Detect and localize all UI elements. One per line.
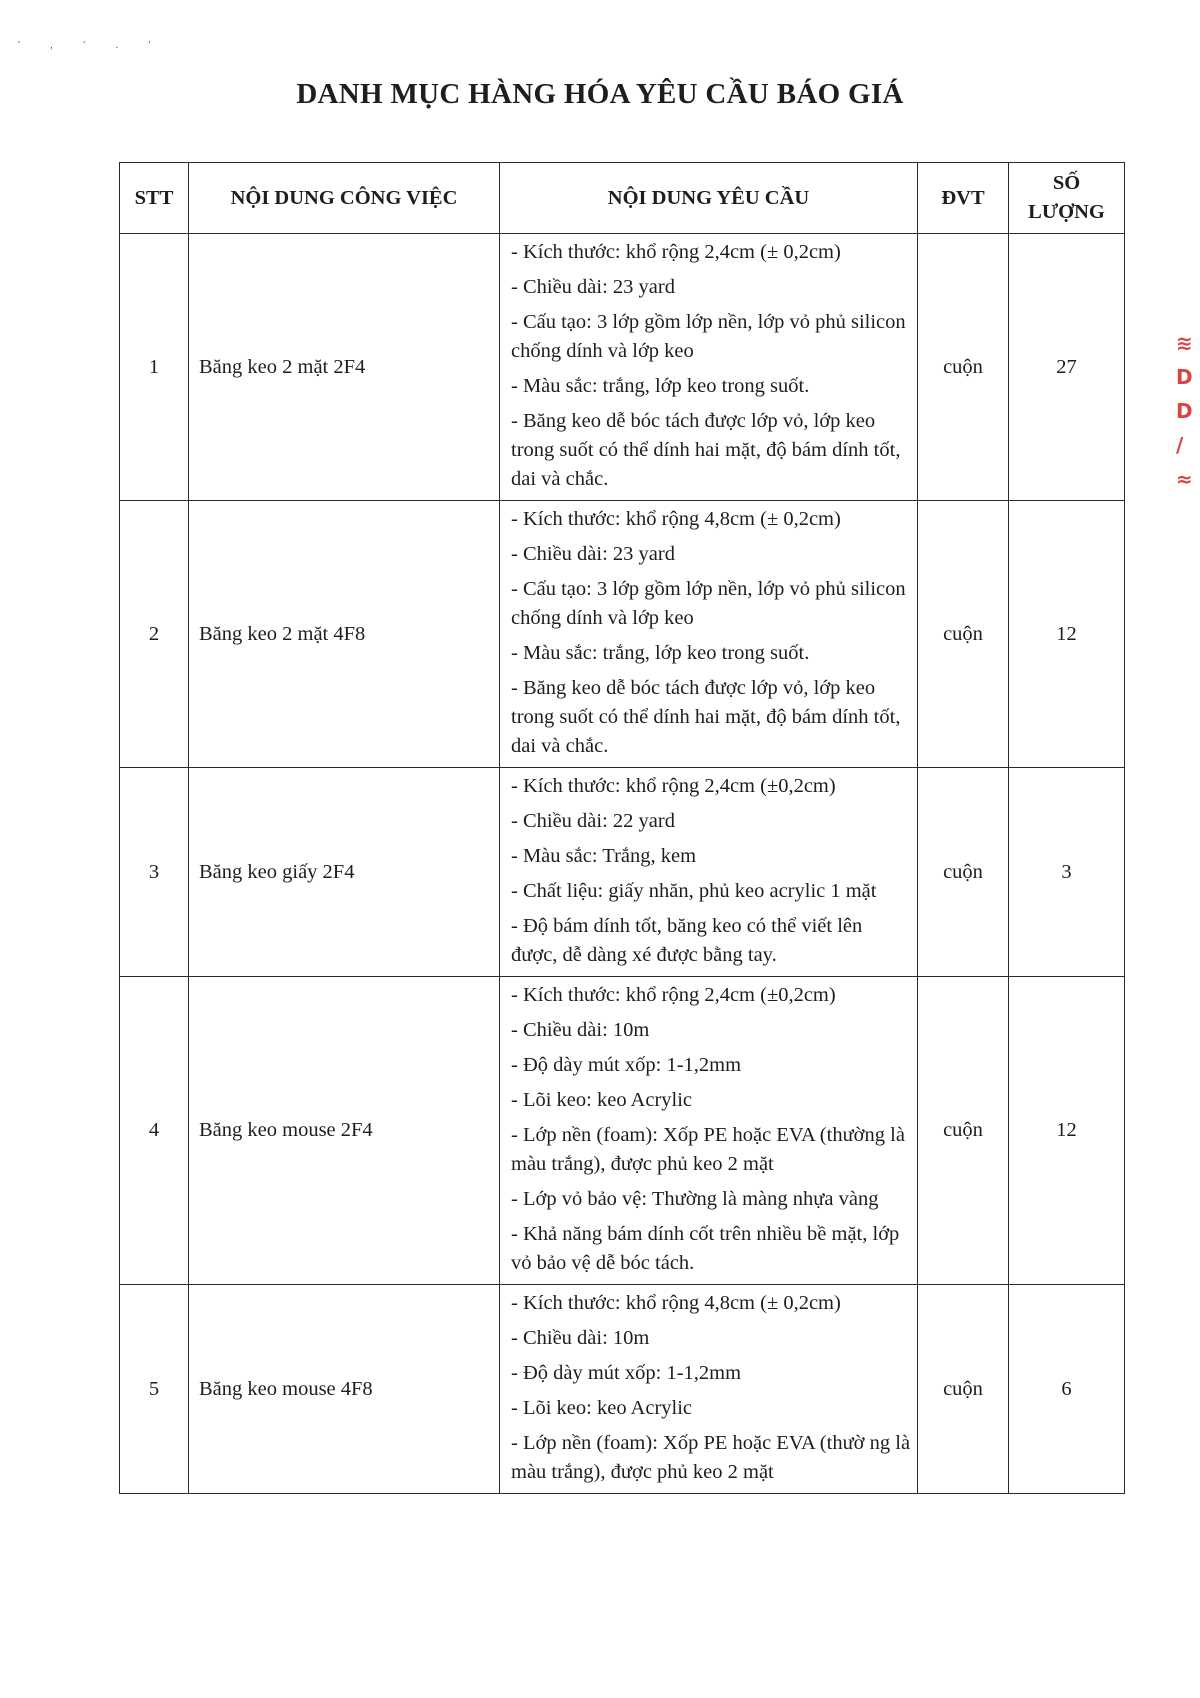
row-unit: cuộn	[918, 1285, 1009, 1494]
requirement-line: - Chất liệu: giấy nhăn, phủ keo acrylic 1 mặt	[511, 880, 877, 902]
row-quantity: 27	[1009, 234, 1125, 501]
header-requirements: NỘI DUNG YÊU CẦU	[500, 163, 918, 234]
row-job: Băng keo mouse 4F8	[189, 1285, 500, 1494]
header-stt: STT	[120, 163, 189, 234]
requirement-line: - Màu sắc: Trắng, kem	[511, 845, 697, 867]
row-requirements	[500, 501, 918, 768]
row-job: Băng keo giấy 2F4	[189, 768, 500, 977]
table-row	[120, 234, 1125, 501]
row-stt: 2	[120, 501, 189, 768]
row-requirements	[500, 977, 918, 1285]
row-quantity: 6	[1009, 1285, 1125, 1494]
scan-specks: ' , ' . '	[18, 40, 165, 51]
row-quantity: 3	[1009, 768, 1125, 977]
requirement-line: - Độ dày mút xốp: 1-1,2mm	[511, 1362, 742, 1384]
requirement-line: - Độ bám dính tốt, băng keo có thể viết lên được, dễ dàng xé được bằng tay.	[511, 915, 863, 966]
document-title: DANH MỤC HÀNG HÓA YÊU CẦU BÁO GIÁ	[296, 78, 904, 110]
row-unit: cuộn	[918, 768, 1009, 977]
requirement-line: - Lớp nền (foam): Xốp PE hoặc EVA (thườ ng là màu trắng), được phủ keo 2 mặt	[511, 1432, 911, 1483]
requirement-line: - Lớp nền (foam): Xốp PE hoặc EVA (thường là màu trắng), được phủ keo 2 mặt	[511, 1124, 905, 1175]
header-quantity-line1: SỐ	[1052, 172, 1081, 194]
header-quantity-line2: LƯỢNG	[1028, 201, 1105, 223]
header-quantity	[1009, 163, 1125, 234]
row-requirements	[500, 234, 918, 501]
row-job: Băng keo mouse 2F4	[189, 977, 500, 1285]
row-unit: cuộn	[918, 977, 1009, 1285]
requirement-line: - Cấu tạo: 3 lớp gồm lớp nền, lớp vỏ phủ silicon chống dính và lớp keo	[511, 578, 906, 629]
row-requirements	[500, 1285, 918, 1494]
requirement-line: - Kích thước: khổ rộng 2,4cm (± 0,2cm)	[511, 241, 841, 263]
table-row	[120, 1285, 1125, 1494]
requirement-line: - Chiều dài: 23 yard	[511, 543, 675, 565]
row-unit: cuộn	[918, 501, 1009, 768]
requirement-line: - Độ dày mút xốp: 1-1,2mm	[511, 1054, 742, 1076]
requirement-line: - Lớp vỏ bảo vệ: Thường là màng nhựa vàng	[511, 1188, 879, 1210]
requirement-line: - Khả năng bám dính cốt trên nhiều bề mặt, lớp vỏ bảo vệ dễ bóc tách.	[511, 1223, 900, 1274]
requirement-line: - Cấu tạo: 3 lớp gồm lớp nền, lớp vỏ phủ silicon chống dính và lớp keo	[511, 311, 906, 362]
requirement-line: - Lõi keo: keo Acrylic	[511, 1089, 693, 1111]
row-requirements	[500, 768, 918, 977]
requirement-line: - Chiều dài: 10m	[511, 1327, 650, 1349]
requirement-line: - Lõi keo: keo Acrylic	[511, 1397, 693, 1419]
row-stt: 3	[120, 768, 189, 977]
requirement-line: - Kích thước: khổ rộng 2,4cm (±0,2cm)	[511, 984, 836, 1006]
quotation-table	[119, 162, 1125, 1494]
header-unit: ĐVT	[918, 163, 1009, 234]
row-stt: 4	[120, 977, 189, 1285]
row-quantity: 12	[1009, 977, 1125, 1285]
row-stt: 1	[120, 234, 189, 501]
red-stamp-fragment: ≋ D D / ≈	[1176, 331, 1193, 491]
requirement-line: - Màu sắc: trắng, lớp keo trong suốt.	[511, 642, 810, 664]
requirement-line: - Kích thước: khổ rộng 2,4cm (±0,2cm)	[511, 775, 836, 797]
header-job: NỘI DUNG CÔNG VIỆC	[189, 163, 500, 234]
requirement-line: - Băng keo dễ bóc tách được lớp vỏ, lớp keo trong suốt có thể dính hai mặt, độ bám dính tốt, dai và chắc.	[511, 410, 901, 490]
requirement-line: - Kích thước: khổ rộng 4,8cm (± 0,2cm)	[511, 508, 841, 530]
row-job: Băng keo 2 mặt 4F8	[189, 501, 500, 768]
table-row	[120, 501, 1125, 768]
row-job: Băng keo 2 mặt 2F4	[189, 234, 500, 501]
row-stt: 5	[120, 1285, 189, 1494]
table-row	[120, 977, 1125, 1285]
requirement-line: - Băng keo dễ bóc tách được lớp vỏ, lớp keo trong suốt có thể dính hai mặt, độ bám dính tốt, dai và chắc.	[511, 677, 901, 757]
requirement-line: - Chiều dài: 23 yard	[511, 276, 675, 298]
requirement-line: - Màu sắc: trắng, lớp keo trong suốt.	[511, 375, 810, 397]
table-header-row	[120, 163, 1125, 234]
requirement-line: - Chiều dài: 22 yard	[511, 810, 675, 832]
requirement-line: - Kích thước: khổ rộng 4,8cm (± 0,2cm)	[511, 1292, 841, 1314]
row-unit: cuộn	[918, 234, 1009, 501]
row-quantity: 12	[1009, 501, 1125, 768]
requirement-line: - Chiều dài: 10m	[511, 1019, 650, 1041]
table-row	[120, 768, 1125, 977]
